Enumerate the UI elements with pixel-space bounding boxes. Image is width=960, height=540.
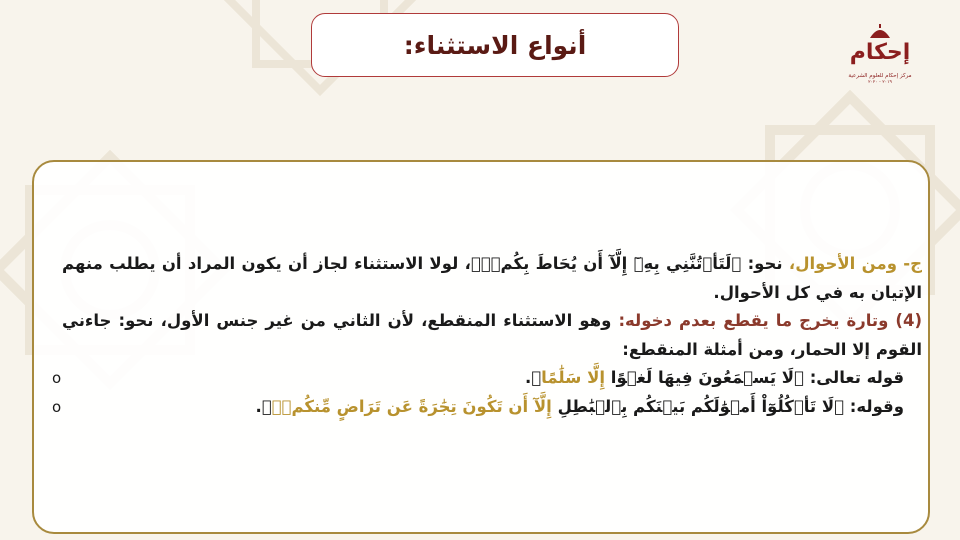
- example-lead: وقوله:: [844, 396, 904, 416]
- title-box: [311, 13, 679, 77]
- list-item: [52, 364, 922, 393]
- slide-title: أنواع الاستثناء:: [403, 30, 587, 60]
- paragraph-ahwal-rest: ، لولا الاستثناء لجاز أن يكون المراد أن يطلب منهم الإتيان به في كل الأحوال.: [62, 254, 922, 302]
- bullet-circle-icon: o: [52, 397, 62, 416]
- paragraph-ahwal-label: ج- ومن الأحوال،: [788, 254, 923, 273]
- example-verse-a: ﴿لَا تَأۡكُلُوٓاْ أَمۡوَٰلَكُم بَيۡنَكُم بِٱلۡبَٰطِلِ: [551, 396, 845, 416]
- examples-list: [52, 364, 922, 421]
- logo-tagline: ٢٠١٩ - ٢٠٢٠: [868, 80, 892, 85]
- example-lead: قوله تعالى:: [803, 368, 904, 387]
- example-verse-a: ﴿لَا يَسۡمَعُونَ فِيهَا لَغۡوًا: [605, 368, 804, 387]
- list-item: [52, 393, 922, 422]
- paragraph-ahwal-intro: نحو:: [741, 254, 789, 273]
- paragraph-ahwal: [62, 250, 922, 307]
- example-verse-b: إِلَّآ أَن تَكُونَ تِجَٰرَةً عَن تَرَاضٍ مِّنكُمۡۚ: [271, 396, 552, 416]
- logo-subtitle: مركز إحكام للعلوم الشرعية: [848, 73, 912, 79]
- example-close: ﴾.: [255, 396, 272, 416]
- logo: [848, 24, 912, 96]
- paragraph-munqati: [62, 307, 922, 364]
- example-close: ﴾.: [524, 368, 542, 387]
- bullet-circle-icon: o: [52, 369, 62, 387]
- logo-mark: إحكام: [849, 40, 911, 65]
- paragraph-munqati-label: (4) وتارة يخرج ما يقطع بعدم دخوله:: [618, 311, 923, 330]
- content-body: [52, 250, 923, 421]
- example-verse-b: إِلَّا سَلَٰمًا: [541, 368, 606, 387]
- paragraph-ahwal-verse: ﴿لَتَأۡتُنَّنِي بِهِۦٓ إِلَّآ أَن يُحَاطَ بِكُمۡۖ﴾: [470, 254, 742, 273]
- paragraph-munqati-rest: وهو الاستثناء المنقطع، لأن الثاني من غير جنس الأول، نحو: جاءني القوم إلا الحمار، ومن أمثلة المنقطع:: [62, 311, 922, 359]
